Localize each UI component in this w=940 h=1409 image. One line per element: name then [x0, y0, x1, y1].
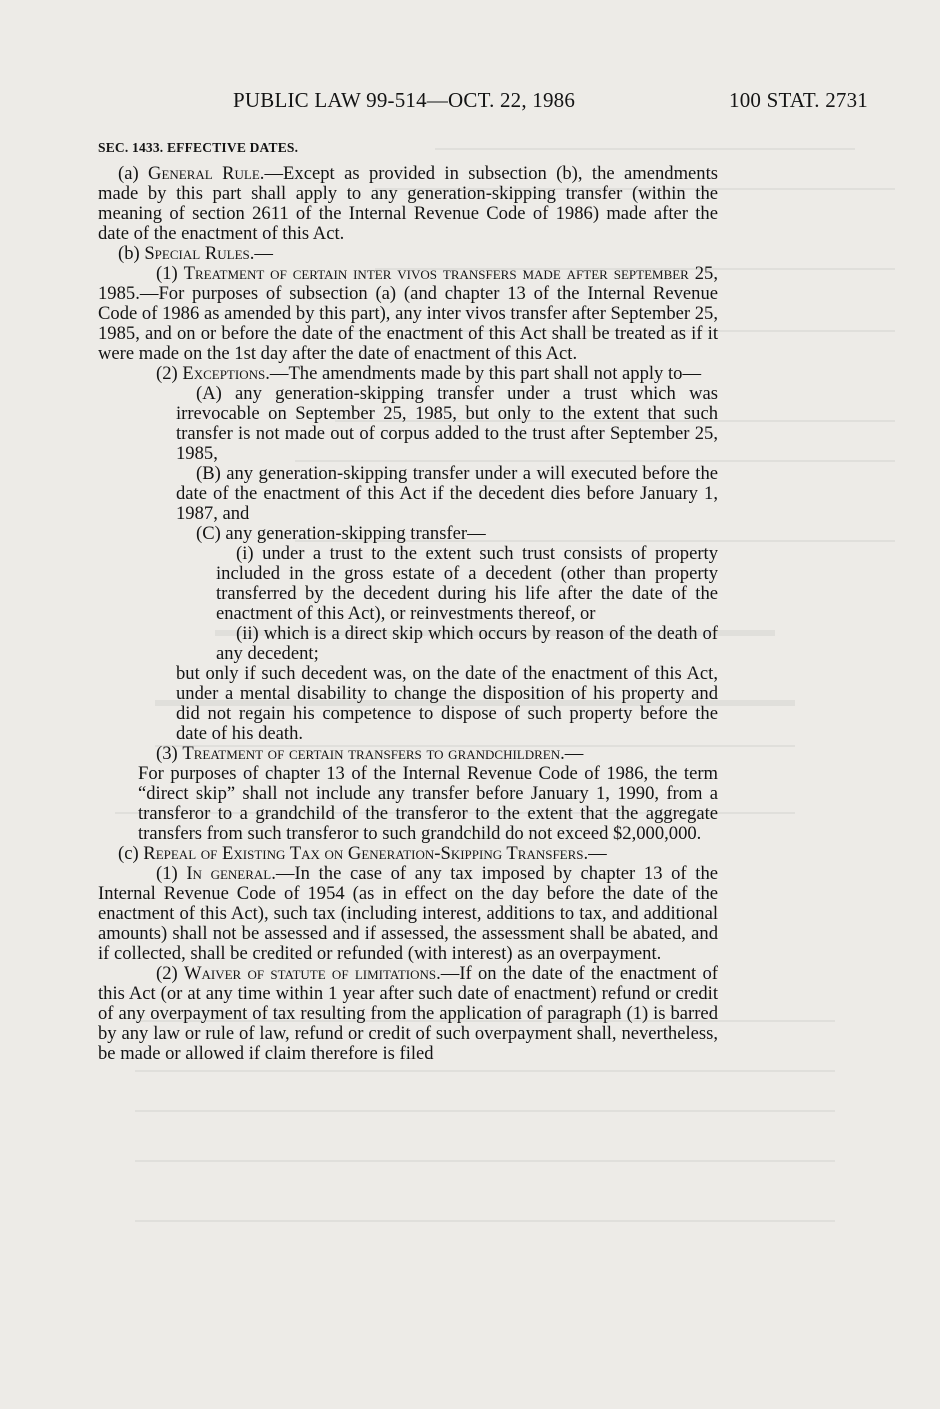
paragraph-c1: [98, 864, 718, 964]
paragraph-b3-dash: —: [564, 743, 584, 764]
subparagraph-b2C: (C) any generation-skipping transfer—: [196, 523, 486, 544]
statute-page-number: 100 STAT. 2731: [729, 88, 868, 112]
paragraph-c1-label: (1): [156, 863, 187, 884]
paragraph-c1-text: —In the case of any tax imposed by chapter 13 of the Internal Revenue Code of 1954 (as in effect on the day before the date of the enactment of this Act), such tax (including interest, additions to tax, and additional amounts) shall not be assessed and if assessed, the assessment shall be abated, and if collected, shall be credited or refunded (with interest) as an overpayment.: [98, 863, 718, 964]
subparagraph-b2B: (B) any generation-skipping transfer under a will executed before the date of the enactment of this Act if the decedent dies before January 1, 1987, and: [176, 463, 718, 524]
clause-b2Ci: (i) under a trust to the extent such trust consists of property included in the gross estate of a decedent (other than property transferred by the decedent during his life after the date of the enactment of this Act), or reinvestments thereof, or: [216, 543, 718, 624]
paragraph-b3: [98, 744, 718, 764]
paragraph-c2-label: (2): [156, 963, 184, 984]
paragraph-c1-title: In general.: [186, 863, 276, 884]
paragraph-b2-text: —The amendments made by this part shall not apply to—: [269, 363, 702, 384]
subsection-c: [98, 844, 718, 864]
subsection-a-label: (a): [118, 163, 149, 184]
subparagraph-b2A: (A) any generation-skipping transfer under a trust which was irrevocable on September 25, 1985, but only to the extent that such transfer is not made out of corpus added to the trust after September 25, 1985,: [176, 383, 718, 464]
subsection-a: [98, 164, 718, 244]
clause-b2Cii: (ii) which is a direct skip which occurs by reason of the death of any decedent;: [216, 623, 718, 664]
subsection-c-title: Repeal of Existing Tax on Generation-Skipping Transfers.: [143, 843, 589, 864]
subsection-c-dash: —: [588, 843, 607, 864]
subsection-b-dash: —: [254, 243, 273, 264]
paragraph-b1: [98, 264, 718, 364]
paragraph-b2-title: Exceptions.: [182, 363, 270, 384]
paragraph-b2: [98, 364, 718, 384]
paragraph-b3-label: (3): [156, 743, 183, 764]
paragraph-b1-label: (1): [156, 263, 184, 284]
law-citation: PUBLIC LAW 99-514—OCT. 22, 1986: [233, 88, 576, 112]
paragraph-b1-text: —For purposes of subsection (a) (and chapter 13 of the Internal Revenue Code of 1986 as amended by this part), any inter vivos transfer after September 25, 1985, and on or before the date of the enactment of this Act shall be treated as if it were made on the 1st day after the date of enactment of this Act.: [98, 283, 718, 364]
subsection-a-title: General Rule.: [148, 163, 265, 184]
paragraph-b3-text: For purposes of chapter 13 of the Internal Revenue Code of 1986, the term “direct skip” shall not include any transfer before January 1, 1990, from a transferor to a grandchild of the transferor to the extent that the aggregate transfers from such transferor to such grandchild do not exceed $2,000,000.: [138, 763, 718, 844]
subsection-b-label: (b): [118, 243, 145, 264]
paragraph-b3-title: Treatment of certain transfers to grandchildren.: [182, 743, 565, 764]
subsection-a-text: —Except as provided in subsection (b), the amendments made by this part shall apply to any generation-skipping transfer (within the meaning of section 2611 of the Internal Revenue Code of 1986) made after the date of the enactment of this Act.: [98, 163, 718, 244]
paragraph-c2-text: —If on the date of the enactment of this Act (or at any time within 1 year after such date of enactment) refund or credit of any overpayment of tax resulting from the application of paragraph (1) is barred by any law or rule of law, refund or credit of such overpayment shall, nevertheless, be made or allowed if claim therefore is filed: [98, 963, 718, 1064]
paragraph-b1-title: Treatment of certain inter vivos transfers made after september 25, 1985.: [98, 263, 718, 304]
section-body: [98, 138, 718, 1064]
subsection-b: [98, 244, 718, 264]
paragraph-c2-title: Waiver of statute of limitations.: [183, 963, 441, 984]
paragraph-b2-label: (2): [156, 363, 183, 384]
section-heading: SEC. 1433. EFFECTIVE DATES.: [98, 140, 299, 155]
subparagraph-b2C-tail: but only if such decedent was, on the date of the enactment of this Act, under a mental disability to change the disposition of his property and did not regain his competence to dispose of such property before the date of his death.: [176, 663, 718, 744]
paragraph-c2: [98, 964, 718, 1064]
subsection-b-title: Special Rules.: [144, 243, 255, 264]
running-header: [98, 88, 868, 116]
subsection-c-label: (c): [118, 843, 144, 864]
